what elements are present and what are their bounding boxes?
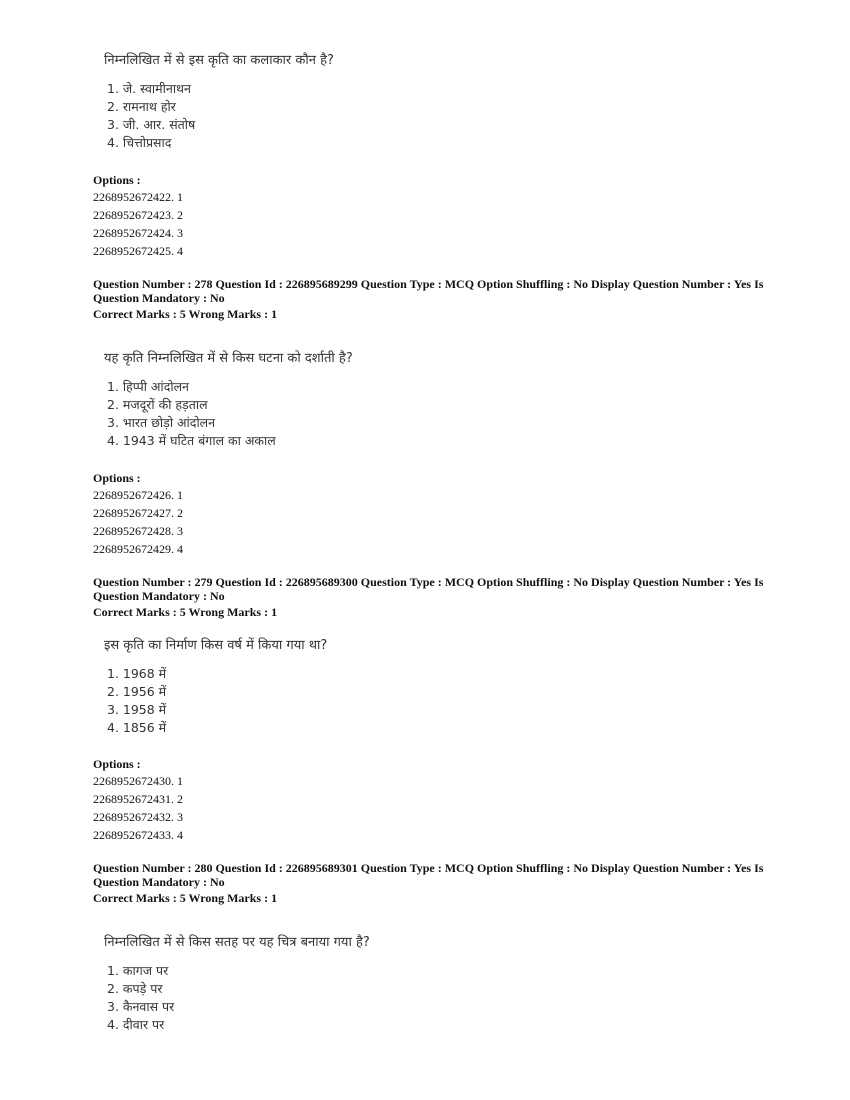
- answer-choice: 2. कपड़े पर: [107, 981, 163, 996]
- answer-choice: 1. हिप्पी आंदोलन: [107, 379, 189, 394]
- option-id: 2268952672425. 4: [93, 244, 183, 258]
- option-id: 2268952672430. 1: [93, 774, 183, 788]
- question-marks: Correct Marks : 5 Wrong Marks : 1: [93, 891, 278, 905]
- answer-choice: 1. 1968 में: [107, 666, 167, 681]
- option-id: 2268952672422. 1: [93, 190, 183, 204]
- question-text: यह कृति निम्नलिखित में से किस घटना को दर्शाती है?: [104, 351, 353, 366]
- option-id: 2268952672431. 2: [93, 792, 183, 806]
- question-marks: Correct Marks : 5 Wrong Marks : 1: [93, 605, 278, 619]
- answer-choice: 3. जी. आर. संतोष: [107, 117, 196, 132]
- option-id: 2268952672429. 4: [93, 542, 183, 556]
- question-text: निम्नलिखित में से इस कृति का कलाकार कौन है?: [104, 53, 334, 68]
- option-id: 2268952672432. 3: [93, 810, 183, 824]
- option-id: 2268952672423. 2: [93, 208, 183, 222]
- question-meta-mandatory: Question Mandatory : No: [93, 589, 225, 603]
- question-marks: Correct Marks : 5 Wrong Marks : 1: [93, 307, 278, 321]
- answer-choice: 4. दीवार पर: [107, 1017, 165, 1032]
- answer-choice: 3. कैनवास पर: [107, 999, 175, 1014]
- option-id: 2268952672428. 3: [93, 524, 183, 538]
- question-meta: Question Number : 280 Question Id : 226895689301 Question Type : MCQ Option Shuffling : No Display Question Number : Yes Is: [93, 861, 764, 875]
- option-id: 2268952672427. 2: [93, 506, 183, 520]
- question-meta: Question Number : 279 Question Id : 226895689300 Question Type : MCQ Option Shuffling : No Display Question Number : Yes Is: [93, 575, 764, 589]
- answer-choice: 2. 1956 में: [107, 684, 167, 699]
- question-meta-mandatory: Question Mandatory : No: [93, 291, 225, 305]
- options-heading: Options :: [93, 757, 141, 771]
- question-text: निम्नलिखित में से किस सतह पर यह चित्र बनाया गया है?: [104, 935, 370, 950]
- options-heading: Options :: [93, 471, 141, 485]
- option-id: 2268952672426. 1: [93, 488, 183, 502]
- answer-choice: 4. 1943 में घटित बंगाल का अकाल: [107, 433, 276, 448]
- option-id: 2268952672433. 4: [93, 828, 183, 842]
- answer-choice: 3. भारत छोड़ो आंदोलन: [107, 415, 216, 430]
- question-text: इस कृति का निर्माण किस वर्ष में किया गया था?: [104, 638, 328, 653]
- answer-choice: 1. कागज पर: [107, 963, 169, 978]
- options-heading: Options :: [93, 173, 141, 187]
- answer-choice: 3. 1958 में: [107, 702, 167, 717]
- option-id: 2268952672424. 3: [93, 226, 183, 240]
- question-meta-mandatory: Question Mandatory : No: [93, 875, 225, 889]
- question-meta: Question Number : 278 Question Id : 226895689299 Question Type : MCQ Option Shuffling : No Display Question Number : Yes Is: [93, 277, 764, 291]
- answer-choice: 1. जे. स्वामीनाथन: [107, 81, 191, 96]
- answer-choice: 2. मजदूरों की हड़ताल: [107, 397, 208, 412]
- answer-choice: 2. रामनाथ होर: [107, 99, 176, 114]
- answer-choice: 4. चित्तोप्रसाद: [107, 135, 172, 150]
- answer-choice: 4. 1856 में: [107, 720, 167, 735]
